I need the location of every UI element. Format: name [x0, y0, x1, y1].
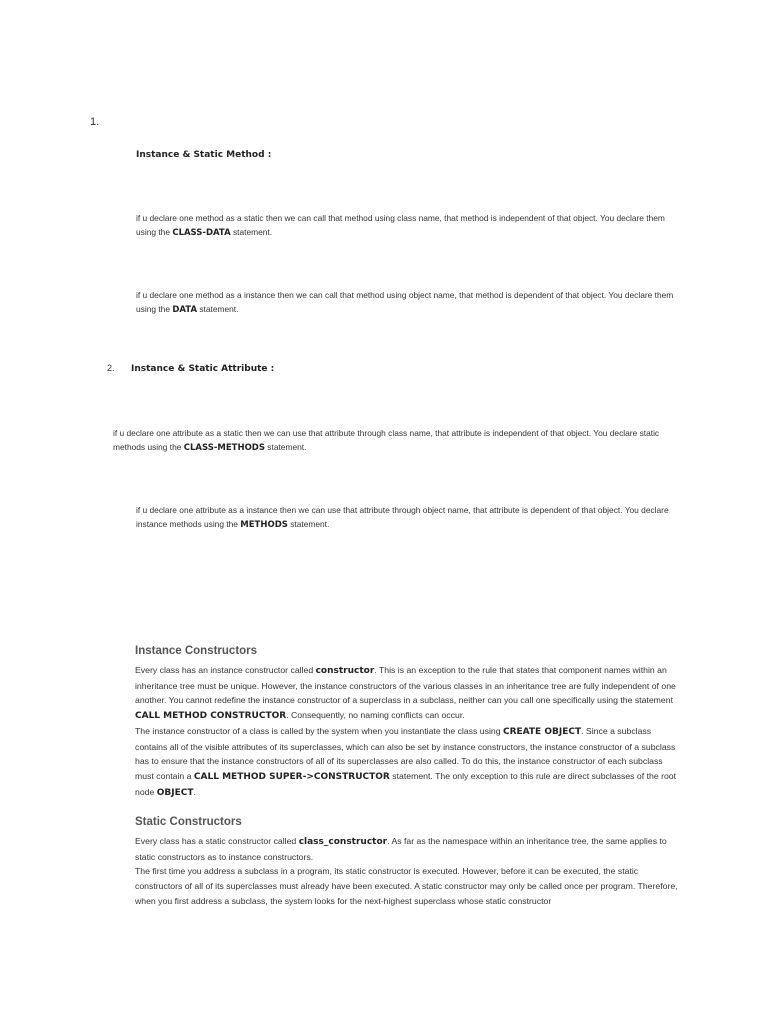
keyword-call-method-super-constructor: CALL METHOD SUPER->CONSTRUCTOR	[193, 771, 390, 782]
keyword-class-constructor: class_constructor	[298, 837, 388, 847]
list-number-1: 1.	[90, 116, 100, 128]
keyword-class-methods: CLASS-METHODS	[183, 443, 265, 453]
keyword-class-data: CLASS-DATA	[172, 228, 231, 238]
keyword-methods: METHODS	[240, 520, 288, 530]
keyword-create-object: CREATE OBJECT	[502, 726, 582, 737]
paragraph-static-attribute: if u declare one attribute as a static then we can use that attribute through class name, that attribute is independent of that object. You declare static methods using the CLASS-METHODS statement.	[113, 428, 660, 453]
keyword-call-method-constructor: CALL METHOD CONSTRUCTOR	[135, 711, 287, 722]
heading-instance-static-method: Instance & Static Method :	[136, 150, 272, 160]
keyword-object: OBJECT	[156, 787, 194, 798]
paragraph-instance-method: if u declare one method as a instance then we can call that method using object name, that method is dependent of that object. You declare them using the DATA statement.	[136, 290, 674, 315]
keyword-constructor: constructor	[315, 666, 375, 676]
list-number-2: 2.	[107, 363, 115, 373]
heading-instance-static-attribute: Instance & Static Attribute :	[131, 364, 275, 374]
paragraph-static-method: if u declare one method as a static then we can call that method using class name, that method is independent of that object. You declare them using the CLASS-DATA statement.	[136, 213, 665, 238]
paragraph-instance-attribute: if u declare one attribute as a instance then we can use that attribute through object name, that attribute is dependent of that object. You declare instance methods using the METHODS statement.	[136, 505, 669, 530]
section-body-static-constructors: Every class has a static constructor called class_constructor. As far as the namespace within an inheritance tree, the same applies to static constructors as to instance constructors. The first time you address a subclass in a program, its static constructor is executed. However, before it can be executed, the static constructors of all of its superclasses must already have been executed. A static constructor may only be called once per program. Therefore, when you first address a subclass, the system looks for the next-highest superclass whose static constructor	[135, 836, 678, 906]
section-title-static-constructors: Static Constructors	[135, 816, 242, 828]
section-body-instance-constructors: Every class has an instance constructor called constructor. This is an exception to the rule that states that component names within an inheritance tree must be unique. However, the instance constructors of the various classes in an inheritance tree are fully independent of one another. You cannot redefine the instance constructor of a superclass in a subclass, neither can you call one specifically using the statement CALL METHOD CONSTRUCTOR. Consequently, no naming conflicts can occur. The instance constructor of a class is called by the system when you instantiate the class using CREATE OBJECT. Since a subclass contains all of the visible attributes of its superclasses, which can also be set by instance constructors, the instance constructor of a subclass has to ensure that the instance constructors of all of its superclasses are also called. To do this, the instance constructor of each subclass must contain a CALL METHOD SUPER->CONSTRUCTOR statement. The only exception to this rule are direct subclasses of the root node OBJECT.	[135, 665, 677, 798]
keyword-data: DATA	[172, 305, 198, 315]
section-title-instance-constructors: Instance Constructors	[135, 645, 258, 657]
